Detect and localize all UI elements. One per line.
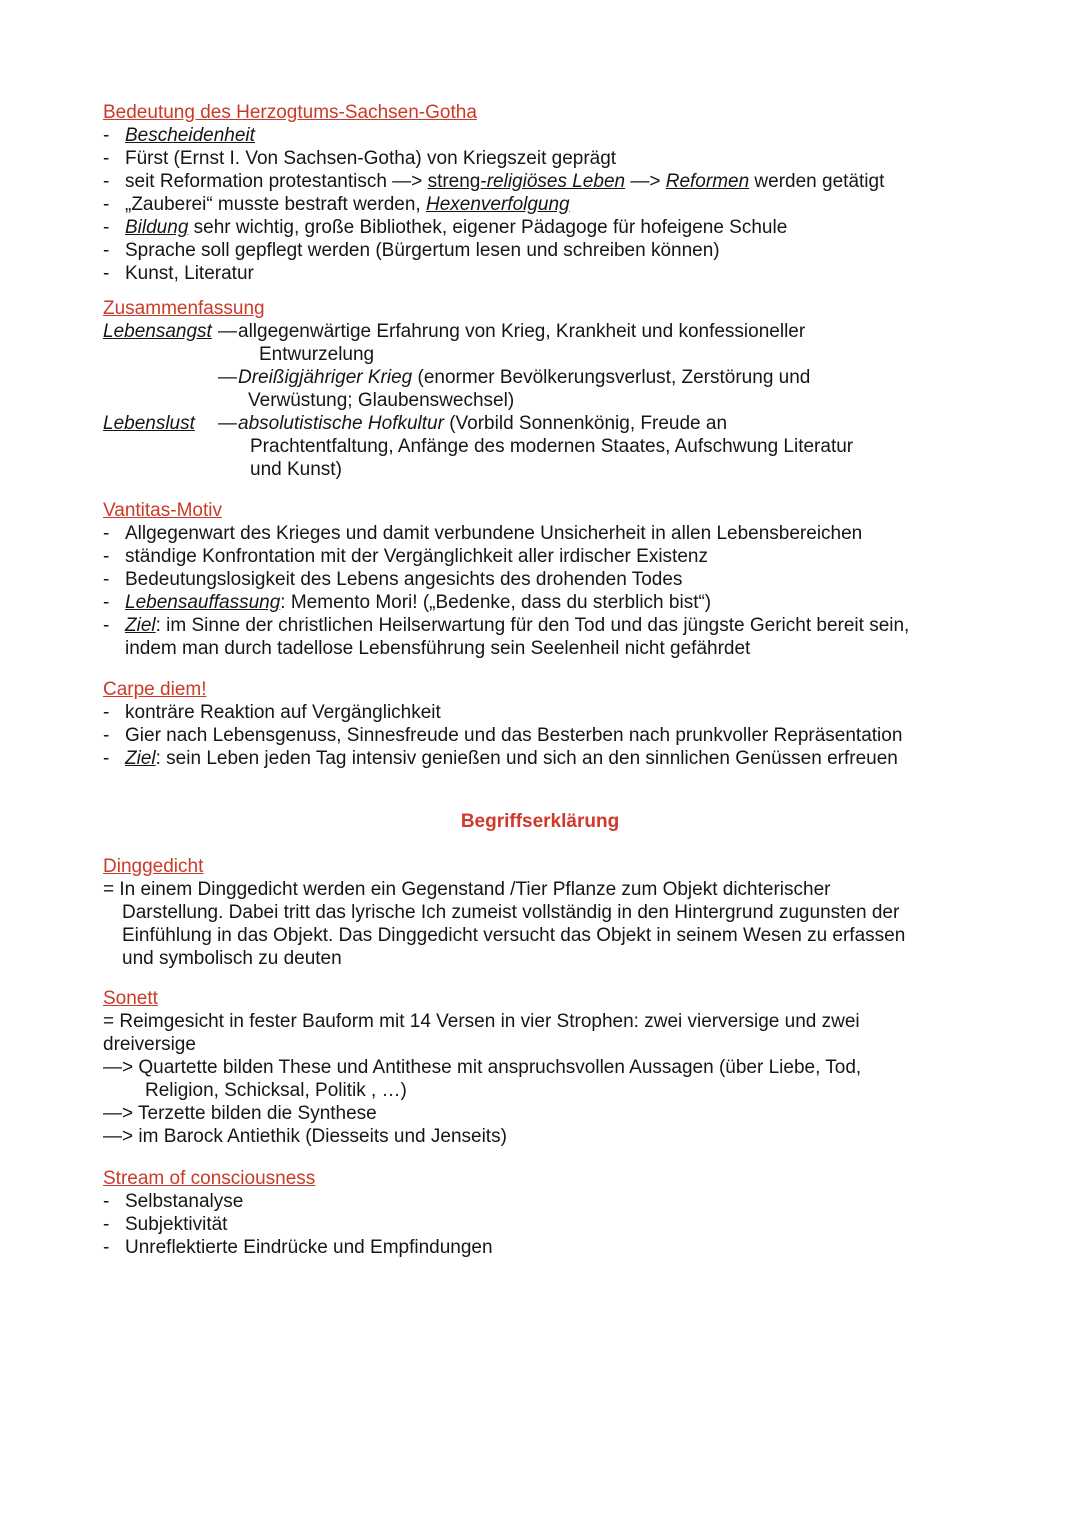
text-segment: : im Sinne der christlichen Heilserwartung für den Tod und das jüngste Gericht bereit sein, (155, 615, 910, 636)
section-heading (103, 1167, 977, 1190)
text-segment: Bedeutung des Herzogtums-Sachsen-Gotha (103, 102, 477, 123)
bullet-dash: - (103, 569, 110, 590)
text-segment: ständige Konfrontation mit der Vergänglichkeit aller irdischer Existenz (125, 546, 708, 567)
text-segment: Subjektivität (125, 1214, 228, 1235)
text-segment: Sonett (103, 988, 158, 1009)
text-segment: Entwurzelung (259, 344, 375, 365)
text-line (125, 124, 977, 147)
text-line (103, 1010, 977, 1033)
bullet-item (103, 701, 977, 724)
section-heading (103, 987, 977, 1010)
text-line (125, 568, 977, 591)
definition-term (103, 412, 218, 435)
bullet-list (103, 124, 977, 285)
section-heading (103, 678, 977, 701)
section-gap (103, 1148, 977, 1167)
bullet-text (125, 701, 977, 724)
definition-entry (218, 412, 853, 481)
text-line (103, 1079, 977, 1102)
bullet-item (103, 747, 977, 770)
text-line (125, 747, 977, 770)
text-line (103, 924, 977, 947)
text-segment: seit Reformation protestantisch —> (125, 171, 428, 192)
bullet-text (125, 614, 977, 660)
section-gap (103, 770, 977, 810)
bullet-dash: - (103, 125, 110, 146)
text-line (125, 170, 977, 193)
definition-entries (218, 320, 810, 412)
text-segment: Unreflektierte Eindrücke und Empfindungen (125, 1237, 493, 1258)
definition-text (238, 366, 810, 412)
definition-dash: — (218, 413, 237, 434)
bullet-item (103, 1213, 977, 1236)
bullet-dash: - (103, 615, 110, 636)
text-segment: : Memento Mori! („Bedenke, dass du sterblich bist“) (280, 592, 712, 613)
bullet-item (103, 724, 977, 747)
text-segment: sehr wichtig, große Bibliothek, eigener Pädagoge für hofeigene Schule (188, 217, 788, 238)
text-segment: und Kunst) (250, 459, 342, 480)
text-line (125, 1213, 977, 1236)
text-line (125, 724, 977, 747)
text-segment: Reformen (665, 171, 750, 192)
text-line (238, 320, 810, 343)
text-line (103, 901, 977, 924)
text-segment: Bescheidenheit (125, 125, 255, 146)
text-segment: Allgegenwart des Krieges und damit verbundene Unsicherheit in allen Lebensbereichen (125, 523, 863, 544)
text-segment: —> (625, 171, 666, 192)
text-segment: Prachtentfaltung, Anfänge des modernen Staates, Aufschwung Literatur (250, 436, 854, 457)
text-segment: Gier nach Lebensgenuss, Sinnesfreude und das Besterben nach prunkvoller Repräsentation (125, 725, 903, 746)
text-line (103, 1056, 977, 1079)
text-line (238, 366, 810, 389)
text-line (238, 343, 810, 366)
text-segment: Dinggedicht (103, 856, 204, 877)
text-line (125, 1190, 977, 1213)
bullet-item (103, 568, 977, 591)
bullet-text (125, 170, 977, 193)
text-segment: Einfühlung in das Objekt. Das Dinggedicht versucht das Objekt in seinem Wesen zu erfassen (122, 925, 906, 946)
bullet-dash: - (103, 171, 110, 192)
text-segment: Carpe diem! (103, 679, 207, 700)
text-segment: und symbolisch zu deuten (122, 948, 342, 969)
text-segment: Darstellung. Dabei tritt das lyrische Ich zumeist vollständig in den Hintergrund zugunsten der (122, 902, 900, 923)
section-gap (103, 833, 977, 855)
bullet-text (125, 724, 977, 747)
bullet-text (125, 1213, 977, 1236)
bullet-dash: - (103, 1237, 110, 1258)
text-segment: : sein Leben jeden Tag intensiv genießen und sich an den sinnlichen Genüssen erfreuen (155, 748, 898, 769)
section-heading (103, 499, 977, 522)
text-segment: Ziel (125, 615, 156, 636)
text-line (238, 458, 853, 481)
bullet-list (103, 1190, 977, 1259)
text-line (103, 1102, 977, 1125)
text-segment: (enormer Bevölkerungsverlust, Zerstörung und (412, 367, 811, 388)
text-line (125, 147, 977, 170)
definition-row (103, 320, 977, 412)
text-line (125, 701, 977, 724)
text-line (103, 878, 977, 901)
text-line (125, 591, 977, 614)
section-gap (103, 970, 977, 987)
bullet-item (103, 614, 977, 660)
bullet-item (103, 147, 977, 170)
bullet-dash: - (103, 263, 110, 284)
text-segment: konträre Reaktion auf Vergänglichkeit (125, 702, 441, 723)
text-segment: Religion, Schicksal, Politik , …) (145, 1080, 407, 1101)
text-line (238, 412, 853, 435)
bullet-text (125, 545, 977, 568)
definition-entry (218, 366, 810, 412)
bullet-text (125, 239, 977, 262)
text-segment: Lebensauffassung (125, 592, 281, 613)
bullet-list (103, 701, 977, 770)
text-segment: = Reimgesicht in fester Bauform mit 14 Versen in vier Strophen: zwei vierversige und zwei (103, 1011, 860, 1032)
text-segment: Stream of consciousness (103, 1168, 316, 1189)
bullet-text (125, 147, 977, 170)
text-line (103, 1125, 977, 1148)
text-line (125, 545, 977, 568)
bullet-dash: - (103, 702, 110, 723)
bullet-text (125, 1236, 977, 1259)
bullet-item (103, 522, 977, 545)
text-line (125, 522, 977, 545)
bullet-dash: - (103, 748, 110, 769)
bullet-item (103, 591, 977, 614)
bullet-dash: - (103, 217, 110, 238)
text-segment: Lebenslust (103, 413, 195, 434)
definition-dash: — (218, 321, 237, 342)
text-segment: streng- (427, 171, 487, 192)
bullet-dash: - (103, 523, 110, 544)
bullet-text (125, 568, 977, 591)
bullet-text (125, 124, 977, 147)
text-segment: (Vorbild Sonnenkönig, Freude an (443, 413, 728, 434)
text-line (125, 614, 977, 637)
section-heading (103, 101, 977, 124)
text-line (125, 193, 977, 216)
definition-text (238, 412, 853, 481)
section-gap (103, 481, 977, 499)
bullet-text (125, 1190, 977, 1213)
bullet-item (103, 545, 977, 568)
text-line (103, 947, 977, 970)
definition-text (238, 320, 810, 366)
text-segment: Sprache soll gepflegt werden (Bürgertum lesen und schreiben können) (125, 240, 720, 261)
definition-term (103, 320, 218, 343)
bullet-text (125, 216, 977, 239)
paragraph (103, 1010, 977, 1148)
text-segment: Bildung (125, 217, 189, 238)
text-segment: Begriffserklärung (460, 811, 620, 832)
bullet-item (103, 170, 977, 193)
bullet-dash: - (103, 148, 110, 169)
section-heading (103, 855, 977, 878)
text-line (238, 435, 853, 458)
text-line (103, 1033, 977, 1056)
bullet-dash: - (103, 725, 110, 746)
text-segment: allgegenwärtige Erfahrung von Krieg, Krankheit und konfessioneller (238, 321, 806, 342)
bullet-text (125, 591, 977, 614)
text-line (125, 216, 977, 239)
text-segment: religiöses Leben (486, 171, 626, 192)
text-segment: = In einem Dinggedicht werden ein Gegenstand /Tier Pflanze zum Objekt dichterischer (103, 879, 831, 900)
bullet-item (103, 239, 977, 262)
section-gap (103, 285, 977, 297)
text-segment: indem man durch tadellose Lebensführung sein Seelenheil nicht gefährdet (125, 638, 751, 659)
text-segment: —> Terzette bilden die Synthese (103, 1103, 377, 1124)
text-segment: werden getätigt (749, 171, 885, 192)
bullet-item (103, 1236, 977, 1259)
text-line (238, 389, 810, 412)
text-line (125, 1236, 977, 1259)
text-segment: Hexenverfolgung (425, 194, 570, 215)
text-segment: dreiversige (103, 1034, 196, 1055)
text-segment: Bedeutungslosigkeit des Lebens angesichts des drohenden Todes (125, 569, 683, 590)
bullet-item (103, 262, 977, 285)
text-line (125, 637, 977, 660)
paragraph (103, 878, 977, 970)
section-gap (103, 660, 977, 678)
definition-entries (218, 412, 853, 481)
bullet-text (125, 262, 977, 285)
definition-entry (218, 320, 810, 366)
bullet-text (125, 747, 977, 770)
text-segment: Lebensangst (103, 321, 212, 342)
text-segment: Vantitas-Motiv (103, 500, 222, 521)
text-segment: absolutistische Hofkultur (238, 413, 444, 434)
text-line (125, 239, 977, 262)
bullet-item (103, 193, 977, 216)
bullet-item (103, 124, 977, 147)
text-segment: Fürst (Ernst I. Von Sachsen-Gotha) von Kriegszeit geprägt (125, 148, 617, 169)
bullet-dash: - (103, 1191, 110, 1212)
definition-dash: — (218, 367, 237, 388)
bullet-dash: - (103, 240, 110, 261)
bullet-dash: - (103, 546, 110, 567)
text-segment: —> im Barock Antiethik (Diesseits und Jenseits) (103, 1126, 507, 1147)
text-segment: Kunst, Literatur (125, 263, 254, 284)
bullet-dash: - (103, 194, 110, 215)
text-segment: Ziel (125, 748, 156, 769)
bullet-text (125, 522, 977, 545)
bullet-dash: - (103, 1214, 110, 1235)
text-segment: „Zauberei“ musste bestraft werden, (125, 194, 426, 215)
text-segment: —> Quartette bilden These und Antithese mit anspruchsvollen Aussagen (über Liebe, Tod, (103, 1057, 862, 1078)
text-segment: Verwüstung; Glaubenswechsel) (248, 390, 515, 411)
text-segment: Dreißigjähriger Krieg (238, 367, 413, 388)
text-segment: Zusammenfassung (103, 298, 265, 319)
page-center-heading (103, 810, 977, 833)
document-content (103, 101, 977, 1259)
bullet-dash: - (103, 592, 110, 613)
text-line (125, 262, 977, 285)
section-heading (103, 297, 977, 320)
text-segment: Selbstanalyse (125, 1191, 244, 1212)
bullet-item (103, 216, 977, 239)
bullet-text (125, 193, 977, 216)
bullet-item (103, 1190, 977, 1213)
bullet-list (103, 522, 977, 660)
definition-row (103, 412, 977, 481)
